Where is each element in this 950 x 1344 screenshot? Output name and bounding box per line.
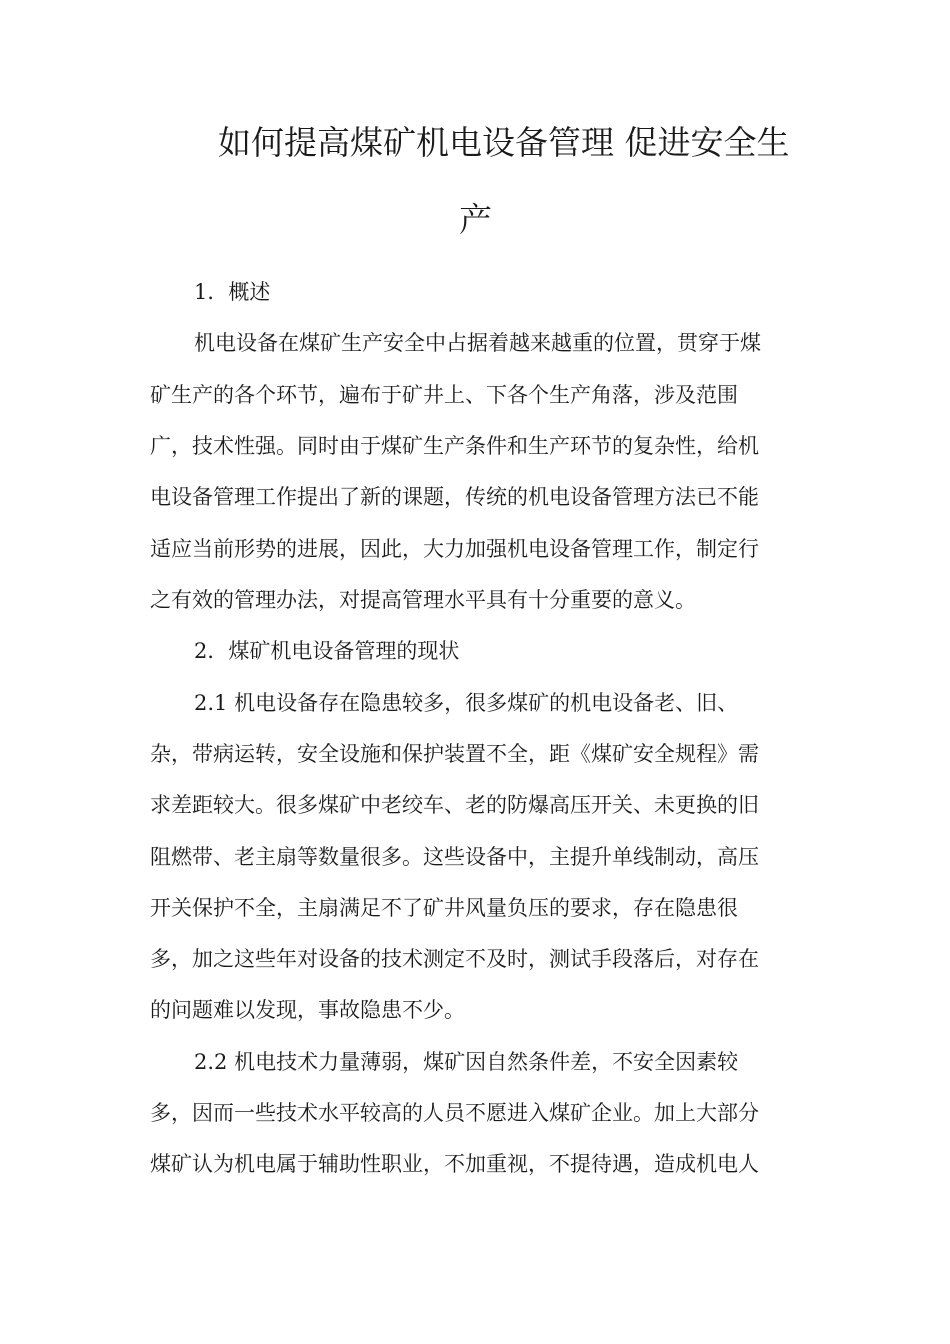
paragraph-line: 的问题难以发现，事故隐患不少。 [150,998,465,1022]
paragraph-line: 矿生产的各个环节，遍布于矿井上、下各个生产角落，涉及范围 [150,383,738,407]
paragraph-line: 广，技术性强。同时由于煤矿生产条件和生产环节的复杂性，给机 [150,434,759,458]
paragraph-line: 2.2 机电技术力量薄弱，煤矿因自然条件差，不安全因素较 [194,1050,739,1074]
document-title-line-2: 产 [459,200,492,239]
paragraph-line: 多，加之这些年对设备的技术测定不及时，测试手段落后，对存在 [150,947,759,971]
paragraph-line: 电设备管理工作提出了新的课题，传统的机电设备管理方法已不能 [150,485,759,509]
document-title-line-1: 如何提高煤矿机电设备管理 促进安全生 [218,123,790,162]
paragraph-line: 机电设备在煤矿生产安全中占据着越来越重的位置，贯穿于煤 [194,331,761,355]
paragraph-line: 求差距较大。很多煤矿中老绞车、老的防爆高压开关、未更换的旧 [150,793,759,817]
section-heading-overview: 1．概述 [194,280,271,304]
paragraph-line: 之有效的管理办法，对提高管理水平具有十分重要的意义。 [150,588,696,612]
paragraph-line: 杂，带病运转，安全设施和保护装置不全，距《煤矿安全规程》需 [150,742,759,766]
paragraph-line: 2.1 机电设备存在隐患较多，很多煤矿的机电设备老、旧、 [194,691,739,715]
paragraph-line: 阻燃带、老主扇等数量很多。这些设备中，主提升单线制动，高压 [150,845,759,869]
paragraph-line: 适应当前形势的进展，因此，大力加强机电设备管理工作，制定行 [150,537,759,561]
section-heading-status: 2．煤矿机电设备管理的现状 [194,639,460,663]
paragraph-line: 多，因而一些技术水平较高的人员不愿进入煤矿企业。加上大部分 [150,1101,759,1125]
paragraph-line: 煤矿认为机电属于辅助性职业，不加重视，不提待遇，造成机电人 [150,1152,759,1176]
paragraph-line: 开关保护不全，主扇满足不了矿井风量负压的要求，存在隐患很 [150,896,738,920]
